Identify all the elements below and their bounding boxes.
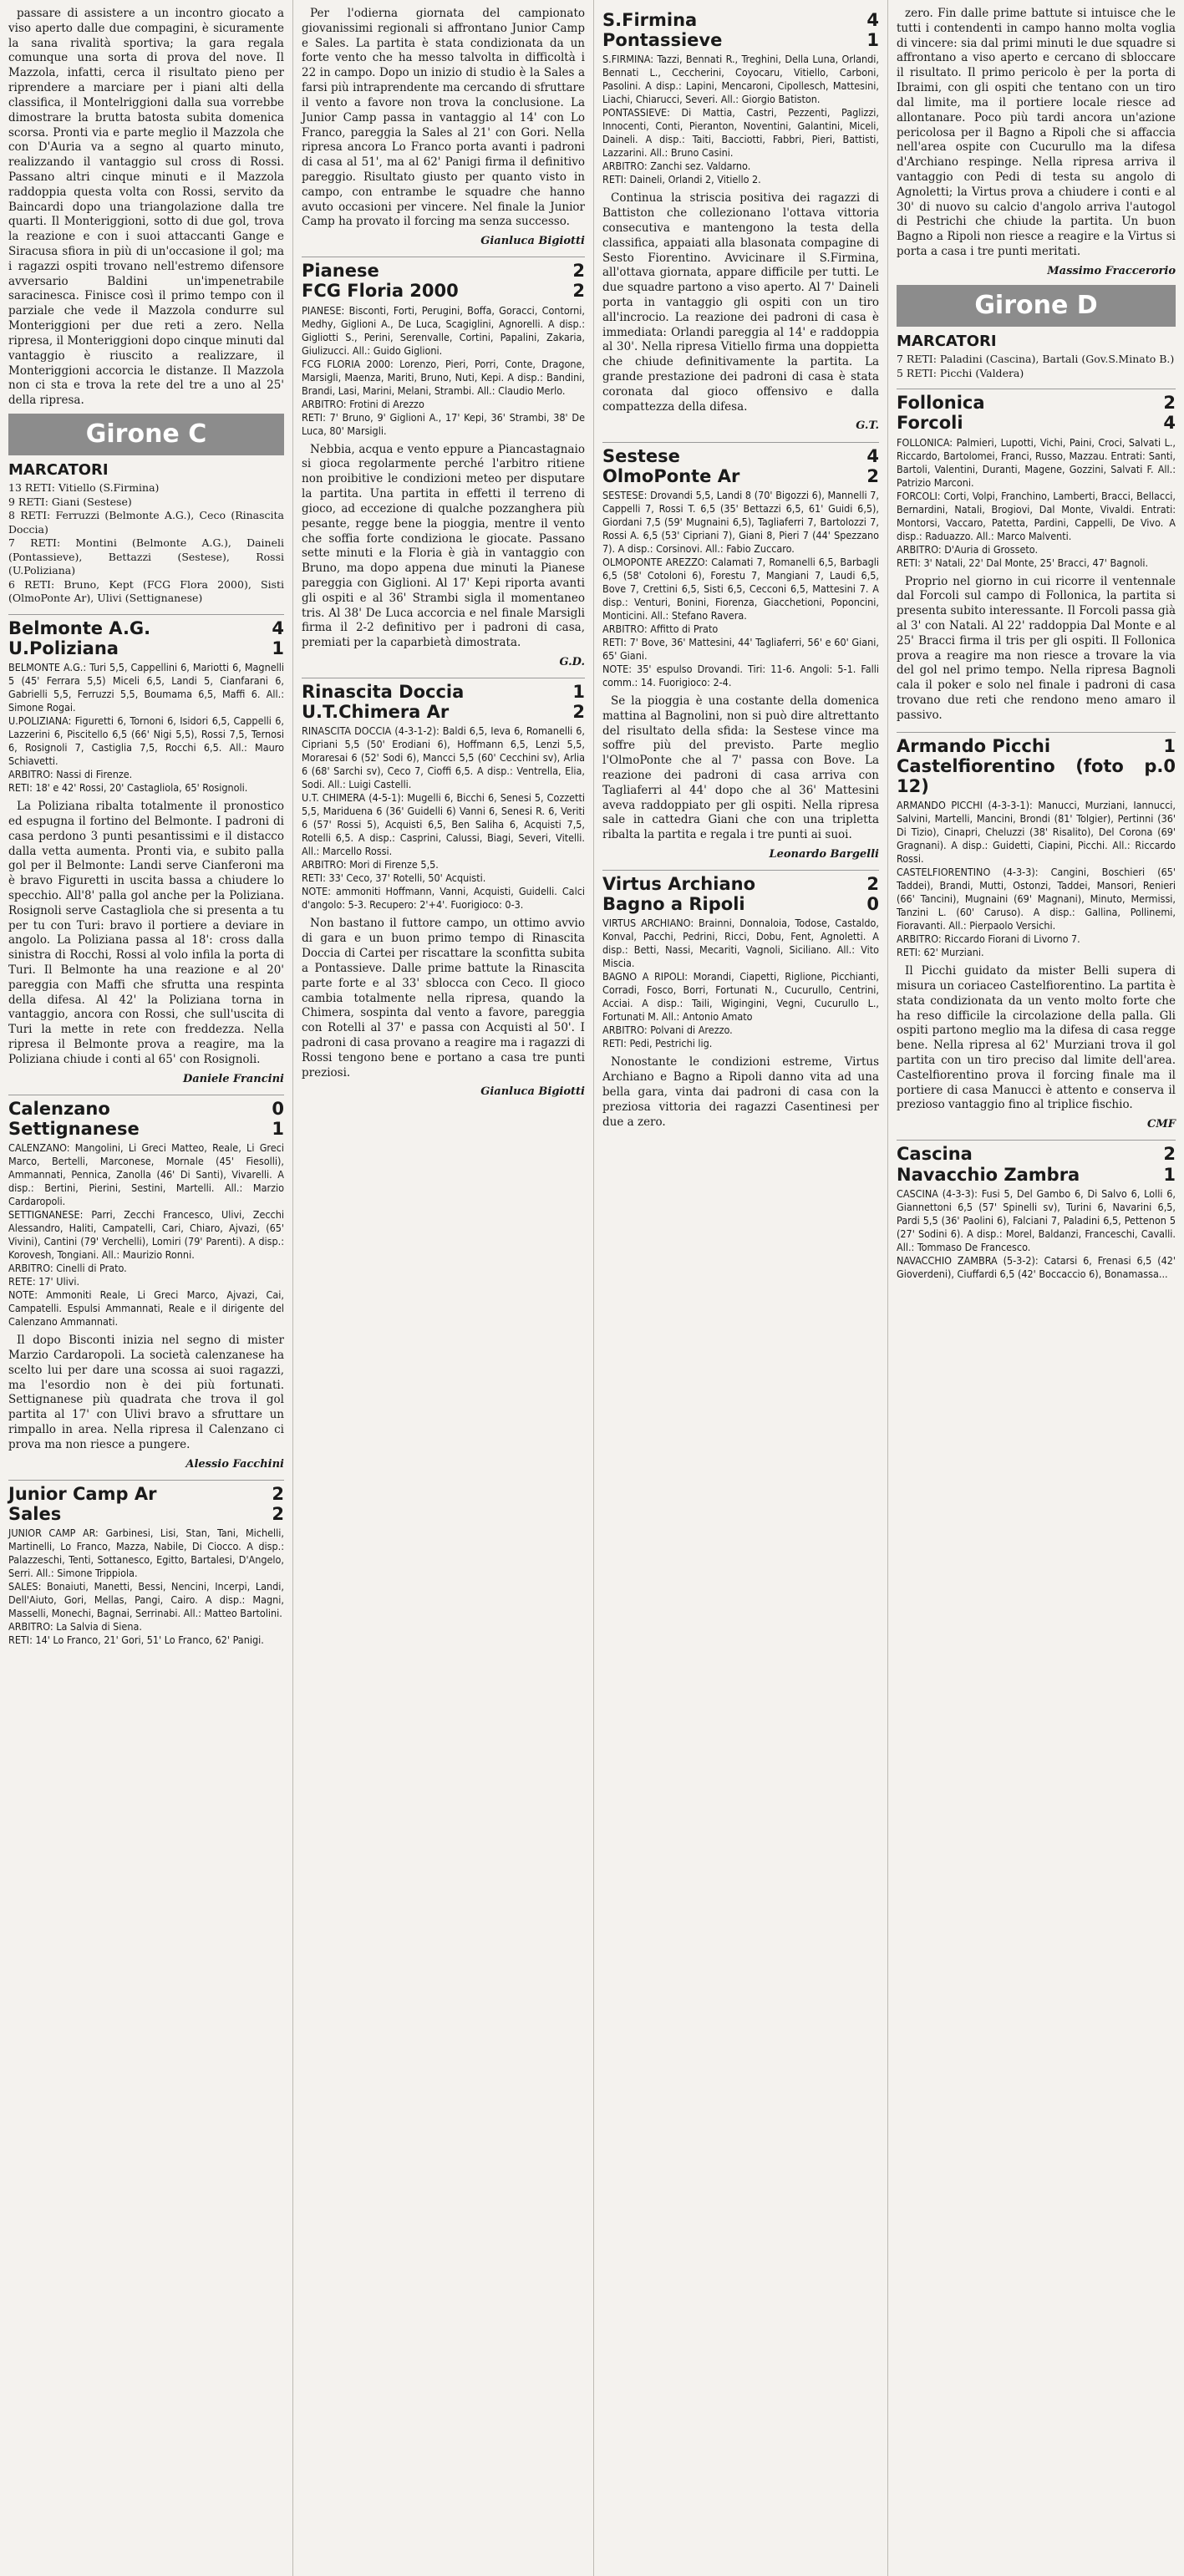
home-team-name: Rinascita Doccia bbox=[302, 682, 465, 703]
away-team-score: 2 bbox=[866, 465, 879, 486]
match-report: Continua la striscia positiva dei ragazzi di Battiston che collezionano l'ottava vittoria consecutiva e mantengono la testa della classifica, appaiati alla blasonata compagine di Sesto Fiorentino. Avvicinare il S.Firmina, all'ottava giornata, appare difficile per tutti. Le due squadre partono a viso aperto. Al 7' Daineli porta in vantaggio gli ospiti con un tiro all'incrocio. La reazione dei padroni di casa è immediata: Orlandi pareggia al 14' e raddoppia al 30'. Nella ripresa Vitiello firma una doppietta che chiude definitivamente la partita. La grande prestazione dei padroni di casa è stata coronata dal gioco offensivo e dalla compattezza della difesa. bbox=[602, 191, 879, 414]
article-text: passare di assistere a un incontro giocato a viso aperto dalle due compagini, è sicuramente la sana rivalità sportiva; la gara regala comunque una sorta di prova del nove. Il Mazzola, infatti, cerca il risultato pieno per riprendere a marciare per i piani alti della classifica, il Montelriggioni dalla sua vorrebbe dimostrare la brutta batosta subita domenica scorsa. Pronti via e parte meglio il Mazzola che con D'Auria va a segno al quarto minuto, realizzando il vantaggio sul cross di Rossi. Passano altri cinque minuti e il Mazzola raddoppia questa volta con Rossi, servito da Baincardi dopo una triangolazione dalla tre quarti. Il Monteriggioni, sotto di due gol, trova la reazione e con i suoi attaccanti Gange e Siracusa sfiora in più di un'occasione il gol; ma i ragazzi ospiti trovano nell'estremo difensore avversario Baldini un'impenetrabile saracinesca. Finisce così il primo tempo con il parziale che vede il Mazzola condurre sul Monteriggioni per due reti a zero. Nella ripresa, il Monteriggioni dopo cinque minuti dal vantaggio è riuscito a realizzare, il Monteriggioni accorcia le distanze. Il Mazzola non ci sta e trova la rete del tre a uno al 25' della ripresa. bbox=[8, 7, 284, 408]
home-team-row bbox=[302, 682, 585, 702]
article-text: Per l'odierna giornata del campionato giovanissimi regionali si affrontano Junior Camp e Sales. La partita è stata condizionata da un forte vento che ha messo talvolta in difficoltà i 22 in campo. Dopo un inizio di studio è la Sales a farsi più intraprendente ma cercando di sfruttare il vento a favore non trova la conclusione. La Junior Camp passa in vantaggio al 14' con Lo Franco, pareggia la Sales al 21' con Gori. Nella ripresa ancora Lo Franco porta avanti i padroni di casa al 51', ma al 62' Panigi firma il definitivo pareggio. Risultato giusto per quanto visto in campo, con entrambe le squadre che hanno avuto occasioni per vincere. Nel finale la Junior Camp ha provato il forcing ma senza successo. bbox=[302, 7, 585, 229]
away-team-name: Pontassieve bbox=[602, 30, 723, 51]
home-team-score: 1 bbox=[572, 682, 585, 703]
article-text: zero. Fin dalle prime battute si intuisce che le tutti i contendenti in campo hanno molta voglia di vincere: sia dal primi minuti le due squadre si affrontano a viso aperto e cercano di sbloccare il risultato. Il primo pericolo è per la porta di Ibraimi, con gli ospiti che tentano con un tiro dal limite, ma il portiere locale riesce ad allontanare. Poco più tardi ancora un'azione pericolosa per il Bagno a Ripoli che si affaccia nell'area ospite con Cucurullo ma la difesa d'Archiano respinge. Nella ripresa arriva il vantaggio con Pedi di testa su angolo di Agnoletti; la Virtus prova a chiudere i conti e al 30' di nuovo su calcio d'angolo arriva l'autogol di Pestrichi che chiude la partita. Un buon Bagno a Ripoli non riesce a reagire e la Virtus si porta a casa i tre punti meritati. bbox=[897, 7, 1176, 258]
away-team-row bbox=[8, 1504, 284, 1524]
home-team-row bbox=[8, 1484, 284, 1504]
home-team-score: 4 bbox=[866, 445, 879, 466]
away-team-score: 0 bbox=[1163, 755, 1176, 776]
home-team-score: 4 bbox=[272, 617, 284, 638]
match-report: La Poliziana ribalta totalmente il pronostico ed espugna il fortino del Belmonte. I padroni di casa perdono 3 punti pesantissimi e il distacco dalla vetta aumenta. Pronti via, e subito palla gol per il Belmonte: Landi serve Cianferoni ma è bravo Figuretti in uscita bassa a chiudere lo specchio. All'8' palla gol anche per la Poliziana. Rosignoli serve Castagliola che si presenta a tu per tu con Turi: bravo il portiere a deviare in angolo. La Poliziana passa al 18': cross dalla sinistra di Rocchi, Rossi al volo infila la porta di Turi. Il Belmonte ha una reazione e al 20' pareggia con Maffi che sfrutta una respinta della difesa. Al 42' la Poliziana torna in vantaggio, ancora con Rossi, che sull'uscita di Turi la mette in rete con freddezza. Nella ripresa il Belmonte prova a reagire, ma la Poliziana chiude i conti al 65' con Rosignoli. bbox=[8, 800, 284, 1066]
away-team-score: 0 bbox=[866, 894, 879, 915]
away-team-row bbox=[8, 638, 284, 658]
home-team-row bbox=[602, 874, 879, 894]
home-team-name: Virtus Archiano bbox=[602, 874, 755, 895]
author-signature: G.T. bbox=[856, 419, 879, 433]
away-team-row bbox=[302, 702, 585, 722]
away-team-row bbox=[602, 894, 879, 914]
marcatori-list: 13 RETI: Vitiello (S.Firmina) 9 RETI: Giani (Sestese) 8 RETI: Ferruzzi (Belmonte A.G.), Ceco (Rinascita Doccia) 7 RETI: Montini (Belmonte A.G.), Daineli (Pontassieve), Bettazzi (Sestese), Rossi (U.Poliziana) 6 RETI: Bruno, Kept (FCG Flora 2000), Sisti (OlmoPonte Ar), Ulivi (Settignanese) bbox=[8, 481, 284, 605]
home-team-name: Sestese bbox=[602, 445, 680, 466]
away-team-score: 1 bbox=[272, 638, 284, 658]
away-team-score: 2 bbox=[572, 281, 585, 302]
match-block bbox=[602, 442, 879, 862]
match-block bbox=[602, 7, 879, 434]
home-team-name: Calenzano bbox=[8, 1098, 110, 1119]
author-signature: CMF bbox=[1147, 1118, 1176, 1131]
girone-header: Girone D bbox=[897, 285, 1176, 327]
author-signature: Gianluca Bigiotti bbox=[480, 1085, 585, 1099]
home-team-name: Junior Camp Ar bbox=[8, 1483, 157, 1504]
match-block bbox=[8, 614, 284, 1086]
away-team-score: 4 bbox=[1163, 413, 1176, 434]
away-team-score: 2 bbox=[272, 1503, 284, 1524]
home-team-name: Belmonte A.G. bbox=[8, 617, 151, 638]
match-lineup: JUNIOR CAMP AR: Garbinesi, Lisi, Stan, Tani, Michelli, Martinelli, Lo Franco, Mazza, Nabile, Di Ciocco. A disp.: Palazzeschi, Tenti, Sottanesco, Egitto, Bartalesi, D'Angelo, Serri. All.: Simone Trippiola. SALES: Bonaiuti, Manetti, Bessi, Nencini, Incerpi, Landi, Dell'Aiuto, Gori, Mellas, Pangi, Cairo. A disp.: Magni, Masselli, Monechi, Bagnai, Serrinabi. All.: Matteo Bartolini. ARBITRO: La Salvia di Siena. RETI: 14' Lo Franco, 21' Gori, 51' Lo Franco, 62' Panigi. bbox=[8, 1527, 284, 1647]
match-report: Non bastano il futtore campo, un ottimo avvio di gara e un buon primo tempo di Rinascita Doccia di Cartei per riscattare la sconfitta subita a Pontassieve. Dalle prime battute la Rinascita parte forte e al 33' sblocca con Ceco. Il gioco cambia totalmente nella ripresa, quando la Chimera, sospinta dal vento a favore, pareggia con Rotelli al 37' e passa con Acquisti al 50'. I padroni di casa provano a reagire ma i ragazzi di Rossi tengono bene e portano a casa tre punti preziosi. bbox=[302, 917, 585, 1080]
match-lineup: VIRTUS ARCHIANO: Brainni, Donnaloia, Todose, Castaldo, Konval, Pacchi, Pedrini, Ricci, Dobu, Fent, Agnoletti. A disp.: Betti, Nassi, Mecariti, Vagnoli, Siciliano. All.: Vito Miscia. BAGNO A RIPOLI: Morandi, Ciapetti, Riglione, Picchianti, Corradi, Fosco, Borri, Fortunati N., Cucurullo, Centrini, Acciai. A disp.: Taili, Wigingini, Vegni, Cucurullo L., Fortunati M. All.: Antonio Amato ARBITRO: Polvani di Arezzo. RETI: Pedi, Pestrichi lig. bbox=[602, 917, 879, 1050]
home-team-row bbox=[897, 736, 1176, 756]
away-team-row bbox=[602, 466, 879, 486]
marcatori-title: MARCATORI bbox=[897, 332, 997, 350]
home-team-score: 2 bbox=[1163, 393, 1176, 414]
match-lineup: RINASCITA DOCCIA (4-3-1-2): Baldi 6,5, Ieva 6, Romanelli 6, Cipriani 5,5 (50' Erodiani 6), Hoffmann 6,5, Lenzi 5,5, Moraresai 6 (52' Sodi 6), Mancci 5,5 (60' Cecchini sv), Arlia 6 (68' Sarchi sv), Ceco 7, Cioffi 6,5. A disp.: Ventrella, Elia, Sodi. All.: Luigi Castelli. U.T. CHIMERA (4-5-1): Mugelli 6, Bicchi 6, Senesi 5, Cozzetti 5,5, Mariduena 6 (36' Guidelli 6) Vanni 6, Senesi R. 6, Veriti 6 (57' Rossi 5), Acquisti 6,5, Ben Saliha 6, Acquisti 7,5, Rotelli 6,5. A disp.: Casprini, Calussi, Biagi, Severi, Vitelli. All.: Marcello Rossi. ARBITRO: Mori di Firenze 5,5. RETI: 33' Ceco, 37' Rotelli, 50' Acquisti. NOTE: ammoniti Hoffmann, Vanni, Acquisti, Guidelli. Calci d'angolo: 5-3. Recupero: 2'+4'. Fuorigioco: 0-3. bbox=[302, 724, 585, 912]
match-lineup: ARMANDO PICCHI (4-3-3-1): Manucci, Murziani, Iannucci, Salvini, Martelli, Mancini, Brondi (81' Tolgier), Pertinni (36' Di Tizio), Cinapri, Cheluzzi (38' Risalito), Del Corona (69' Gragnani). A disp.: Guidetti, Ciapini, Picchi. All.: Riccardo Rossi. CASTELFIORENTINO (4-3-3): Cangini, Boschieri (65' Taddei), Brandi, Mutti, Ostonzi, Taddei, Mansori, Renieri (66' Tancini), Mugnaini (69' Magnani), Minuto, Mermissi, Tanzini L. (60' Caruso). A disp.: Gallina, Pollinemi, Fioravanti. All.: Pierpaolo Versichi. ARBITRO: Riccardo Fiorani di Livorno 7. RETI: 62' Murziani. bbox=[897, 799, 1176, 959]
match-report: Nonostante le condizioni estreme, Virtus Archiano e Bagno a Ripoli danno vita ad una bella gara, vinta dai padroni di casa con la preziosa vittoria dei ragazzi Casentinesi per due a zero. bbox=[602, 1055, 879, 1129]
column-1 bbox=[0, 0, 292, 2576]
home-team-row bbox=[897, 393, 1176, 413]
away-team-name: Bagno a Ripoli bbox=[602, 894, 745, 915]
home-team-row bbox=[602, 10, 879, 30]
home-team-score: 2 bbox=[1163, 1144, 1176, 1165]
away-team-name: Settignanese bbox=[8, 1118, 140, 1139]
away-team-name: Navacchio Zambra bbox=[897, 1164, 1080, 1185]
marcatori-title: MARCATORI bbox=[8, 460, 109, 479]
author-signature: Daniele Francini bbox=[182, 1072, 284, 1085]
away-team-row bbox=[302, 281, 585, 301]
home-team-name: S.Firmina bbox=[602, 10, 698, 30]
home-team-name: Armando Picchi bbox=[897, 735, 1051, 756]
match-report: Il dopo Bisconti inizia nel segno di mister Marzio Cardaropoli. La società calenzanese ha scelto lui per dare una scossa ai suoi ragazzi, ma l'esordio non è dei più fortunati. Settignanese più quadrata che trova il gol partita al 17' con Ulivi bravo a sfruttare un rimpallo in area. Nella ripresa il Calenzano ci prova ma non riesce a pungere. bbox=[8, 1334, 284, 1451]
away-team-row bbox=[897, 1165, 1176, 1185]
column-3 bbox=[593, 0, 887, 2576]
author-signature: Leonardo Bargelli bbox=[769, 848, 879, 861]
away-team-name: U.T.Chimera Ar bbox=[302, 702, 450, 723]
author-signature: Massimo Fraccerorio bbox=[1047, 264, 1176, 277]
away-team-row bbox=[897, 756, 1176, 796]
match-block bbox=[8, 1480, 284, 1647]
column-4 bbox=[887, 0, 1184, 2576]
match-lineup: S.FIRMINA: Tazzi, Bennati R., Treghini, Della Luna, Orlandi, Bennati L., Ceccherini, Coyocaru, Vitiello, Carboni, Pasolini. A disp.: Lapini, Mencaroni, Cipollesch, Mattesini, Liachi, Chiarucci, Severi. All.: Giorgio Batiston. PONTASSIEVE: Di Mattia, Castri, Pezzenti, Paglizzi, Innocenti, Conti, Pieranton, Noventini, Galantini, Miceli, Daineli. A disp.: Taiti, Bacciotti, Fabbri, Pieri, Battisti, Lazzarini. All.: Bruno Casini. ARBITRO: Zanchi sez. Valdarno. RETI: Daineli, Orlandi 2, Vitiello 2. bbox=[602, 53, 879, 186]
away-team-name: OlmoPonte Ar bbox=[602, 465, 740, 486]
home-team-row bbox=[8, 618, 284, 638]
match-block bbox=[897, 732, 1176, 1132]
away-team-score: 1 bbox=[1163, 1164, 1176, 1185]
home-team-row bbox=[8, 1099, 284, 1119]
away-team-name: Castelfiorentino (foto p. 12) bbox=[897, 755, 1164, 796]
away-team-row bbox=[8, 1119, 284, 1139]
home-team-name: Cascina bbox=[897, 1144, 973, 1165]
home-team-score: 2 bbox=[272, 1483, 284, 1504]
home-team-name: Pianese bbox=[302, 261, 379, 282]
away-team-score: 2 bbox=[572, 702, 585, 723]
away-team-row bbox=[602, 30, 879, 50]
author-signature: Alessio Facchini bbox=[185, 1457, 284, 1471]
match-report: Nebbia, acqua e vento eppure a Piancastagnaio si gioca regolarmente perché l'arbitro ritiene non proibitive le condizioni meteo per disputare la partita. Una partita in effetti il terreno di gioco, ad eccezione di qualche pozzanghera più pesante, regge bene la pioggia, mentre il vento che soffia forte condiziona le giocate. Passano sette minuti e la Floria è già in vantaggio con Bruno, ma dopo appena due minuti la Pianese pareggia con Giglioni. Al 17' Kepi riporta avanti gli ospiti e al 36' Strambi sigla il momentaneo tris. Al 38' De Luca accorcia e nel finale Marsigli firma il 2-2 definitivo per i padroni di casa, premiati per la caparbietà dimostrata. bbox=[302, 442, 585, 650]
match-block bbox=[897, 1140, 1176, 1280]
home-team-score: 1 bbox=[1163, 735, 1176, 756]
match-lineup: CALENZANO: Mangolini, Li Greci Matteo, Reale, Li Greci Marco, Bertelli, Marconese, Mornale (45' Fiesolli), Ammannati, Pennica, Zanolla (46' Di Santi), Vivarelli. A disp.: Bertini, Pierini, Sestini, Martelli. All.: Marzio Cardaropoli. SETTIGNANESE: Parri, Zecchi Francesco, Ulivi, Zecchi Alessandro, Haliti, Campatelli, Cari, Chiaro, Ajvazi, (65' Vivini), Cantini (79' Verchelli), Lomiri (79' Parenti). A disp.: Korovesh, Tongiani. All.: Maurizio Ronni. ARBITRO: Cinelli di Prato. RETE: 17' Ulivi. NOTE: Ammoniti Reale, Li Greci Marco, Ajvazi, Cai, Campatelli. Espulsi Ammannati, Reale e il dirigente del Calenzano Ammannati. bbox=[8, 1141, 284, 1329]
home-team-row bbox=[602, 446, 879, 466]
match-block bbox=[302, 678, 585, 1099]
away-team-name: U.Poliziana bbox=[8, 638, 119, 658]
home-team-name: Follonica bbox=[897, 393, 985, 414]
author-signature: Gianluca Bigiotti bbox=[480, 235, 585, 248]
away-team-score: 1 bbox=[272, 1118, 284, 1139]
away-team-name: Sales bbox=[8, 1503, 62, 1524]
match-block bbox=[302, 257, 585, 669]
match-report: Il Picchi guidato da mister Belli supera di misura un coriaceo Castelfiorentino. La partita è stata condizionata da un vento molto forte che ha reso difficile la circolazione della palla. Gli ospiti partono meglio ma la difesa di casa regge bene. Nella ripresa al 62' Murziani trova il gol partita con un tiro preciso dal limite dell'area. Castelfiorentino prova il forcing finale ma il portiere di casa Manucci è attento e conserva il prezioso vantaggio fino al triplice fischio. bbox=[897, 964, 1176, 1112]
home-team-score: 2 bbox=[866, 874, 879, 895]
match-lineup: SESTESE: Drovandi 5,5, Landi 8 (70' Bigozzi 6), Mannelli 7, Cappelli 7, Rossi T. 6,5 (35' Bettazzi 6,5, 61' Guidi 6,5), Giordani 7,5 (59' Mugnaini 6,5), Tagliaferri 7, Bartolozzi 7, Rossi A. 6,5 (53' Cipriani 7), Giani 8, Pieri 7 (44' Spezzano 7). A disp.: Corsinovi. All.: Fabio Zuccaro. OLMOPONTE AREZZO: Calamati 7, Romanelli 6,5, Barbagli 6,5 (58' Cotoloni 6), Forestu 7, Mangiani 7, Laudi 6,5, Bove 7, Crettini 6,5, Sisti 6,5, Cecconi 6,5, Mattesini 7. A disp.: Venturi, Bonini, Fiorenza, Giacchetioni, Poponcini, Monticini. All.: Stefano Ravera. ARBITRO: Affitto di Prato RETI: 7' Bove, 36' Mattesini, 44' Tagliaferri, 56' e 60' Giani, 65' Giani. NOTE: 35' espulso Drovandi. Tiri: 11-6. Angoli: 5-1. Falli comm.: 14. Fuorigioco: 2-4. bbox=[602, 488, 879, 688]
match-lineup: FOLLONICA: Palmieri, Lupotti, Vichi, Paini, Croci, Salvati L., Riccardo, Bartolomei, Franci, Russo, Mazzau. Entrati: Santi, Bartoli, Valentini, Duranti, Magene, Gozzini, Salvati F. All.: Patrizio Marconi. FORCOLI: Corti, Volpi, Franchino, Lamberti, Bracci, Bellacci, Bernardini, Natali, Brogiovi, Dal Monte, Vivaldi. Entrati: Montorsi, Vaccaro, Patetta, Pardini, Cappelli, De Vivo. A disp.: Raduazzo. All.: Marco Malventi. ARBITRO: D'Auria di Grosseto. RETI: 3' Natali, 22' Dal Monte, 25' Bracci, 47' Bagnoli. bbox=[897, 435, 1176, 569]
girone-header: Girone C bbox=[8, 414, 284, 455]
home-team-row bbox=[302, 261, 585, 281]
match-block bbox=[602, 870, 879, 1130]
match-block bbox=[8, 1095, 284, 1471]
match-lineup: PIANESE: Bisconti, Forti, Perugini, Boffa, Goracci, Contorni, Medhy, Giglioni A., De Luca, Scagiglini, Agnorelli. A disp.: Gigliotti S., Perini, Serenvalle, Cortini, Papalini, Zakaria, Giulizucci. All.: Guido Giglioni. FCG FLORIA 2000: Lorenzo, Pieri, Porri, Conte, Dragone, Marsigli, Maenza, Mariti, Bruno, Nuti, Kepi. A disp.: Bandini, Brandi, Lasi, Marini, Melani, Strambi. All.: Claudio Merlo. ARBITRO: Frotini di Arezzo RETI: 7' Bruno, 9' Giglioni A., 17' Kepi, 36' Strambi, 38' De Luca, 80' Marsigli. bbox=[302, 303, 585, 437]
match-report: Se la pioggia è una costante della domenica mattina al Bagnolini, non si può dire altrettanto del risultato della sfida: la Sestese vince ma soffre più del previsto. Parte meglio l'OlmoPonte che al 7' passa con Bove. La reazione dei padroni di casa arriva con Tagliaferri al 44' dopo che al 36' Mattesini aveva raddoppiato per gli ospiti. Nella ripresa sale in cattedra Giani che con una tripletta ribalta la partita e regala i tre punti ai suoi. bbox=[602, 694, 879, 842]
home-team-row bbox=[897, 1144, 1176, 1164]
match-block bbox=[897, 389, 1176, 723]
away-team-name: Forcoli bbox=[897, 413, 963, 434]
home-team-score: 2 bbox=[572, 261, 585, 282]
match-lineup: BELMONTE A.G.: Turi 5,5, Cappellini 6, Mariotti 6, Magnelli 5 (45' Ferrara 5,5) Miceli 6,5, Landi 5, Cianfarani 6, Gabrielli 5,5, Ferruzzi 5,5, Boumama 6,5, Maffi 6. All.: Simone Rogai. U.POLIZIANA: Figuretti 6, Tornoni 6, Isidori 6,5, Cappelli 6, Lazzerini 6, Piscitello 6,5 (66' Nigi 5,5), Rossi 7,5, Ternosi 6, Rosignoli 7, Castiglia 7,5, Rocchi 6,5. All.: Mauro Schiavetti. ARBITRO: Nassi di Firenze. RETI: 18' e 42' Rossi, 20' Castagliola, 65' Rosignoli. bbox=[8, 661, 284, 795]
away-team-row bbox=[897, 413, 1176, 433]
away-team-score: 1 bbox=[866, 30, 879, 51]
author-signature: G.D. bbox=[559, 656, 585, 668]
home-team-score: 0 bbox=[272, 1098, 284, 1119]
match-lineup: CASCINA (4-3-3): Fusi 5, Del Gambo 6, Di Salvo 6, Lolli 6, Giannettoni 6,5 (57' Spinelli sv), Turini 6, Navarini 6,5, Pardi 5,5 (36' Paolini 6), Falciani 7, Paladini 6,5, Pettenon 5 (27' Sodini 6). A disp.: Morel, Baldanzi, Franceschi, Cavalli. All.: Tommaso De Francesco. NAVACCHIO ZAMBRA (5-3-2): Catarsi 6, Frenasi 6,5 (42' Gioverdeni), Ciuffardi 6,5 (42' Boccaccio 6), Bonamassa... bbox=[897, 1186, 1176, 1280]
match-report: Proprio nel giorno in cui ricorre il ventennale dal Forcoli sul campo di Follonica, la partita si presenta subito interessante. Il Forcoli passa già al 3' con Natali. Al 22' raddoppia Dal Monte e al 25' Bracci firma il tris per gli ospiti. Il Follonica prova a reagire ma non riesce a trovare la via del gol nel primo tempo. Nella ripresa Bagnoli cala il poker e solo nel finale i padroni di casa trovano due reti che rendono meno amaro il passivo. bbox=[897, 574, 1176, 722]
marcatori-list: 7 RETI: Paladini (Cascina), Bartali (Gov.S.Minato B.) 5 RETI: Picchi (Valdera) bbox=[897, 353, 1175, 379]
column-2 bbox=[292, 0, 593, 2576]
away-team-name: FCG Floria 2000 bbox=[302, 281, 459, 302]
home-team-score: 4 bbox=[866, 10, 879, 30]
